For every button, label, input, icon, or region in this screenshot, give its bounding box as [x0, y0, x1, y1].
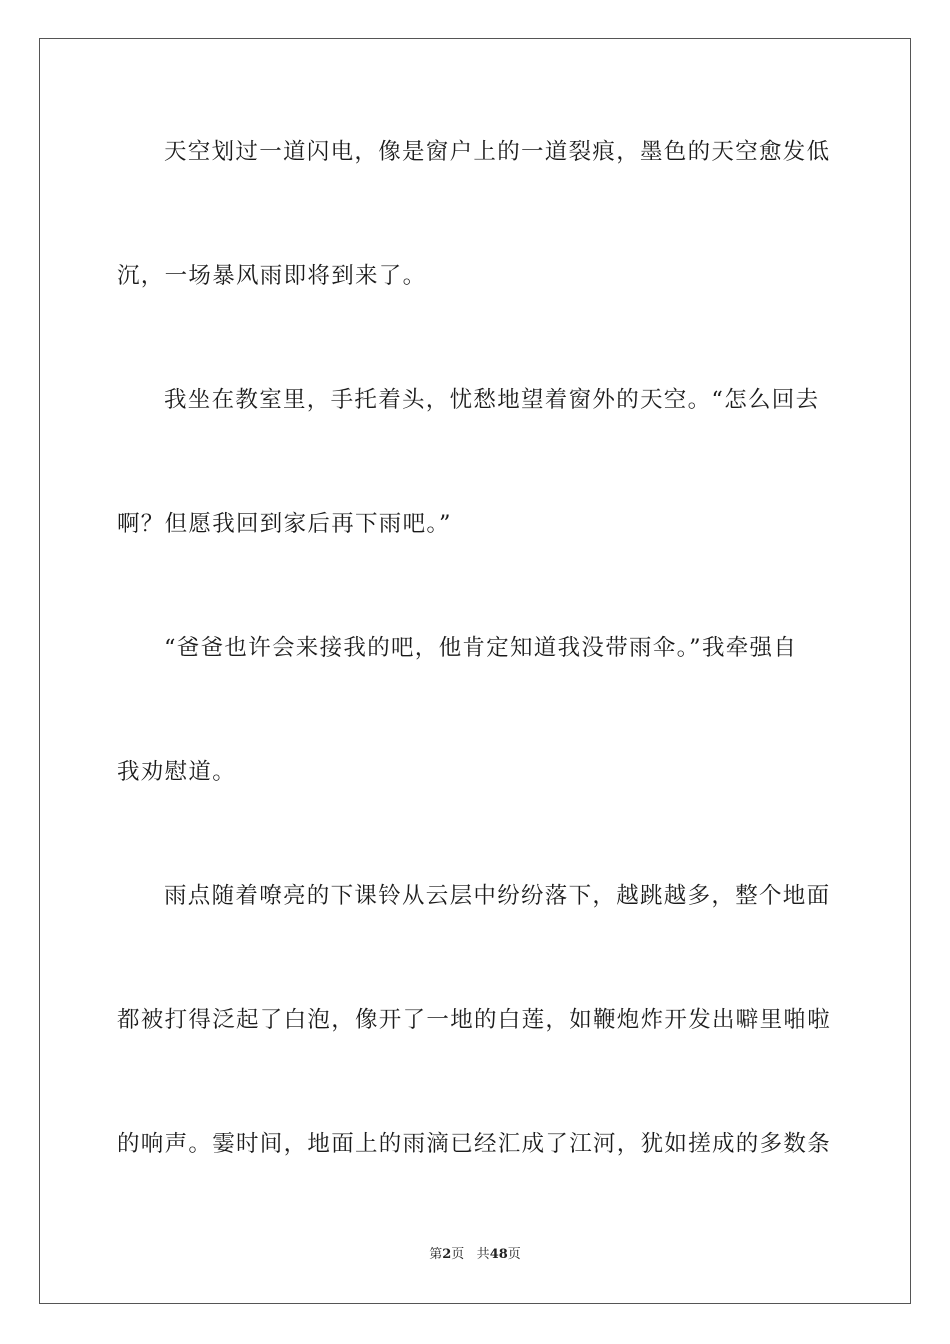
footer-total-prefix: 共 [476, 1247, 490, 1262]
paragraph-line-9: 的响声。霎时间，地面上的雨滴已经汇成了江河，犹如搓成的多数条 [117, 1131, 832, 1157]
footer-page-current: 2 [442, 1247, 452, 1262]
footer-page-prefix: 第 [429, 1247, 443, 1262]
paragraph-line-3: 我坐在教室里，手托着头，忧愁地望着窗外的天空。“怎么回去 [164, 387, 820, 413]
footer-page-suffix: 页 [451, 1247, 465, 1262]
page-border [39, 38, 911, 1304]
paragraph-line-8: 都被打得泛起了白泡，像开了一地的白莲，如鞭炮炸开发出噼里啪啦 [117, 1007, 832, 1033]
paragraph-line-4: 啊？但愿我回到家后再下雨吧。” [117, 511, 452, 537]
paragraph-line-2: 沉，一场暴风雨即将到来了。 [117, 263, 427, 289]
paragraph-line-6: 我劝慰道。 [117, 759, 237, 785]
paragraph-line-5: “爸爸也许会来接我的吧，他肯定知道我没带雨伞。”我牵强自 [164, 635, 798, 661]
paragraph-line-1: 天空划过一道闪电，像是窗户上的一道裂痕，墨色的天空愈发低 [164, 139, 831, 165]
page-footer [0, 1246, 950, 1264]
footer-total-suffix: 页 [507, 1247, 521, 1262]
paragraph-line-7: 雨点随着嘹亮的下课铃从云层中纷纷落下，越跳越多，整个地面 [164, 883, 831, 909]
footer-page-total: 48 [489, 1247, 508, 1262]
